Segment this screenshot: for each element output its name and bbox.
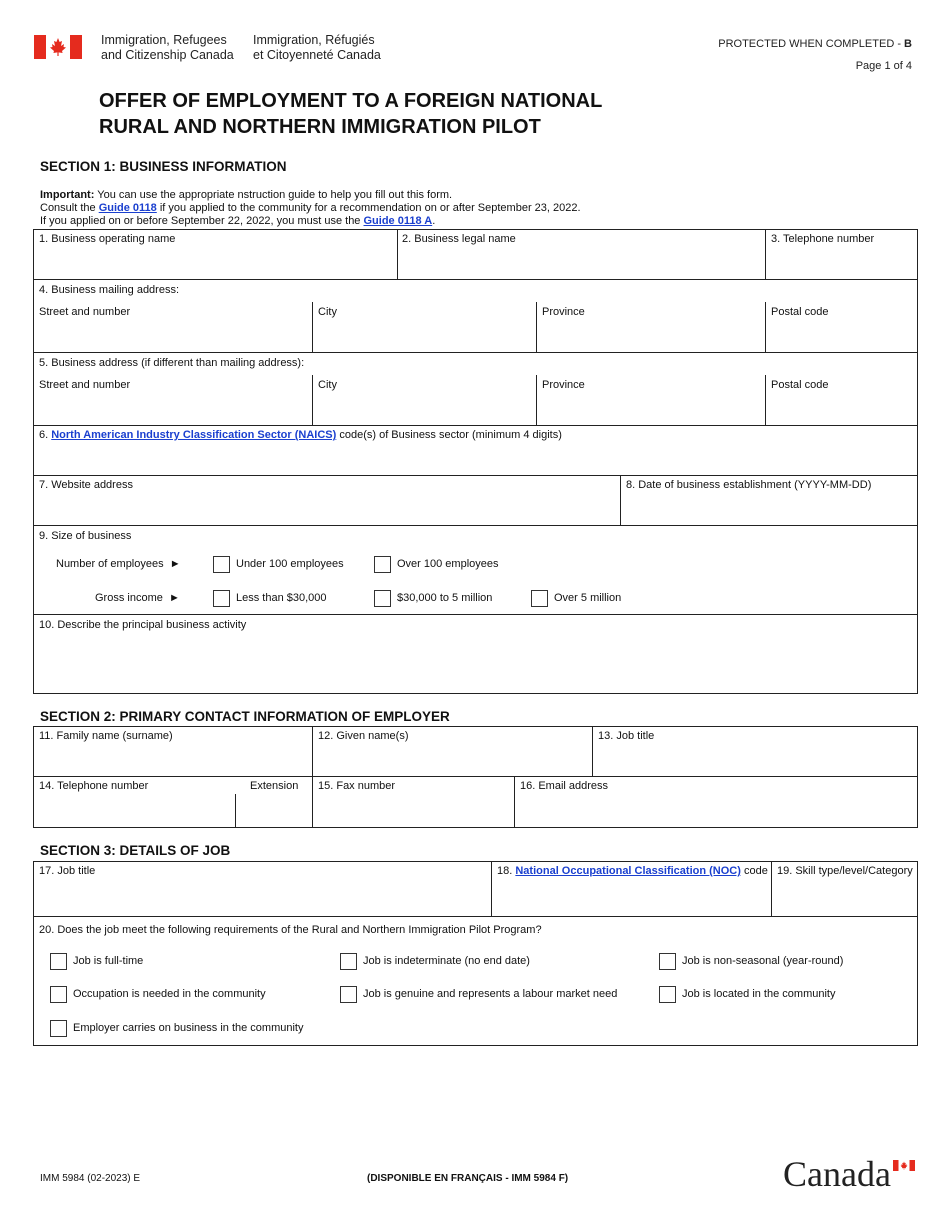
dept-fr-line2: et Citoyenneté Canada xyxy=(253,48,381,62)
business-activity-field[interactable] xyxy=(36,636,915,691)
mailing-province-label: Province xyxy=(542,306,585,318)
under-100-label: Under 100 employees xyxy=(236,558,344,570)
before-post: . xyxy=(432,215,436,227)
less-than-30k-checkbox[interactable] xyxy=(213,590,230,607)
form-id: IMM 5984 (02-2023) E xyxy=(40,1173,141,1184)
naics-number: 6. xyxy=(39,429,52,441)
business-postal-label: Postal code xyxy=(771,379,829,391)
naics-label xyxy=(39,429,562,441)
business-legal-name-label: 2. Business legal name xyxy=(402,233,516,245)
canada-wordmark-flag-icon xyxy=(893,1160,915,1171)
over-5m-label: Over 5 million xyxy=(554,592,622,604)
business-province-field[interactable] xyxy=(539,395,762,422)
mailing-city-field[interactable] xyxy=(315,322,533,349)
over-100-checkbox[interactable] xyxy=(374,556,391,573)
canada-flag-icon xyxy=(34,35,82,59)
establishment-date-field[interactable] xyxy=(623,496,915,522)
naics-field[interactable] xyxy=(36,446,915,472)
french-version-note: (DISPONIBLE EN FRANÇAIS - IMM 5984 F) xyxy=(367,1173,569,1184)
business-address-label: 5. Business address (if different than mailing address): xyxy=(39,357,305,369)
department-name-en xyxy=(101,33,234,63)
consult-pre: Consult the xyxy=(40,202,99,214)
mailing-postal-field[interactable] xyxy=(768,322,915,349)
before-pre: If you applied on or before September 22, 2022, you must use the xyxy=(40,215,364,227)
skill-type-label: 19. Skill type/level/Category xyxy=(777,865,913,877)
arrow-right-icon: ► xyxy=(169,558,181,570)
indeterminate-checkbox[interactable] xyxy=(340,953,357,970)
business-operating-name-label: 1. Business operating name xyxy=(39,233,176,245)
full-time-label: Job is full-time xyxy=(73,955,144,967)
mailing-street-field[interactable] xyxy=(36,322,310,349)
business-city-label: City xyxy=(318,379,337,391)
form-title xyxy=(99,88,602,140)
email-address-label: 16. Email address xyxy=(520,780,609,792)
30k-to-5m-label: $30,000 to 5 million xyxy=(397,592,493,604)
protected-notice xyxy=(718,38,912,50)
genuine-job-label: Job is genuine and represents a labour market need xyxy=(363,988,618,1000)
employees-label xyxy=(56,558,181,570)
employees-label-text: Number of employees xyxy=(56,558,164,570)
section1-heading: SECTION 1: BUSINESS INFORMATION xyxy=(40,159,287,174)
establishment-date-label: 8. Date of business establishment (YYYY-MM-DD) xyxy=(626,479,872,491)
business-legal-name-field[interactable] xyxy=(400,250,762,276)
family-name-field[interactable] xyxy=(36,747,310,773)
website-label: 7. Website address xyxy=(39,479,133,491)
title-line1: OFFER OF EMPLOYMENT TO A FOREIGN NATIONAL xyxy=(99,90,603,112)
income-label-text: Gross income xyxy=(95,592,163,604)
guide-0118-link[interactable]: Guide 0118 xyxy=(98,202,157,214)
title-line2: RURAL AND NORTHERN IMMIGRATION PILOT xyxy=(99,116,541,138)
naics-link[interactable]: North American Industry Classification Sector (NAICS) xyxy=(51,429,337,441)
given-name-field[interactable] xyxy=(315,747,589,773)
non-seasonal-label: Job is non-seasonal (year-round) xyxy=(682,955,844,967)
job-title-field[interactable] xyxy=(36,882,488,913)
noc-link[interactable]: National Occupational Classification (NOC) xyxy=(515,865,741,877)
income-label xyxy=(95,592,180,604)
noc-field[interactable] xyxy=(494,882,768,913)
mailing-street-label: Street and number xyxy=(39,306,131,318)
indeterminate-label: Job is indeterminate (no end date) xyxy=(363,955,530,967)
business-operating-name-field[interactable] xyxy=(36,250,394,276)
business-province-label: Province xyxy=(542,379,585,391)
website-field[interactable] xyxy=(36,496,617,522)
business-postal-field[interactable] xyxy=(768,395,915,422)
mailing-city-label: City xyxy=(318,306,337,318)
contact-job-title-label: 13. Job title xyxy=(598,730,655,742)
family-name-label: 11. Family name (surname) xyxy=(39,730,173,742)
important-text: You can use the appropriate nstruction guide to help you fill out this form. xyxy=(94,189,453,201)
dept-fr-line1: Immigration, Réfugiés xyxy=(253,33,375,47)
genuine-job-checkbox[interactable] xyxy=(340,986,357,1003)
noc-text: code xyxy=(740,865,768,877)
arrow-right-icon: ► xyxy=(168,592,180,604)
extension-field[interactable] xyxy=(238,797,310,825)
job-title-label: 17. Job title xyxy=(39,865,96,877)
consult-post: if you applied to the community for a recommendation on or after September 23, 2022. xyxy=(156,202,581,214)
mailing-postal-label: Postal code xyxy=(771,306,829,318)
noc-label xyxy=(497,865,768,877)
dept-en-line1: Immigration, Refugees xyxy=(101,33,227,47)
employer-carries-business-checkbox[interactable] xyxy=(50,1020,67,1037)
given-name-label: 12. Given name(s) xyxy=(318,730,409,742)
non-seasonal-checkbox[interactable] xyxy=(659,953,676,970)
less-than-30k-label: Less than $30,000 xyxy=(236,592,327,604)
business-street-field[interactable] xyxy=(36,395,310,422)
occupation-needed-label: Occupation is needed in the community xyxy=(73,988,266,1000)
contact-telephone-label: 14. Telephone number xyxy=(39,780,149,792)
canada-wordmark: Canada xyxy=(783,1154,891,1194)
under-100-checkbox[interactable] xyxy=(213,556,230,573)
guide-0118a-link[interactable]: Guide 0118 A xyxy=(363,215,433,227)
fax-number-field[interactable] xyxy=(315,797,511,825)
telephone-number-field[interactable] xyxy=(768,250,915,276)
occupation-needed-checkbox[interactable] xyxy=(50,986,67,1003)
naics-text: code(s) of Business sector (minimum 4 digits) xyxy=(336,429,562,441)
important-label: Important: xyxy=(40,189,95,201)
business-city-field[interactable] xyxy=(315,395,533,422)
business-activity-label: 10. Describe the principal business activity xyxy=(39,619,247,631)
contact-job-title-field[interactable] xyxy=(595,747,915,773)
mailing-province-field[interactable] xyxy=(539,322,762,349)
email-address-field[interactable] xyxy=(517,797,915,825)
protected-level: B xyxy=(904,38,912,50)
located-in-community-label: Job is located in the community xyxy=(682,988,836,1000)
over-5m-checkbox[interactable] xyxy=(531,590,548,607)
full-time-checkbox[interactable] xyxy=(50,953,67,970)
telephone-number-label: 3. Telephone number xyxy=(771,233,875,245)
contact-telephone-field[interactable] xyxy=(36,797,233,825)
located-in-community-checkbox[interactable] xyxy=(659,986,676,1003)
noc-number: 18. xyxy=(497,865,516,877)
business-street-label: Street and number xyxy=(39,379,131,391)
30k-to-5m-checkbox[interactable] xyxy=(374,590,391,607)
protected-prefix: PROTECTED WHEN COMPLETED - xyxy=(718,38,905,50)
department-name-fr xyxy=(253,33,381,63)
section3-heading: SECTION 3: DETAILS OF JOB xyxy=(40,843,231,858)
fax-number-label: 15. Fax number xyxy=(318,780,396,792)
business-size-label: 9. Size of business xyxy=(39,530,132,542)
over-100-label: Over 100 employees xyxy=(397,558,499,570)
intro-text xyxy=(40,189,581,228)
dept-en-line2: and Citizenship Canada xyxy=(101,48,234,62)
section2-heading: SECTION 2: PRIMARY CONTACT INFORMATION OF EMPLOYER xyxy=(40,709,450,724)
employer-carries-business-label: Employer carries on business in the community xyxy=(73,1022,304,1034)
page-number: Page 1 of 4 xyxy=(855,60,912,72)
requirements-question: 20. Does the job meet the following requirements of the Rural and Northern Immigration Pilot Program? xyxy=(39,924,542,936)
extension-label: Extension xyxy=(250,780,299,792)
mailing-address-label: 4. Business mailing address: xyxy=(39,284,180,296)
skill-type-field[interactable] xyxy=(774,882,915,913)
